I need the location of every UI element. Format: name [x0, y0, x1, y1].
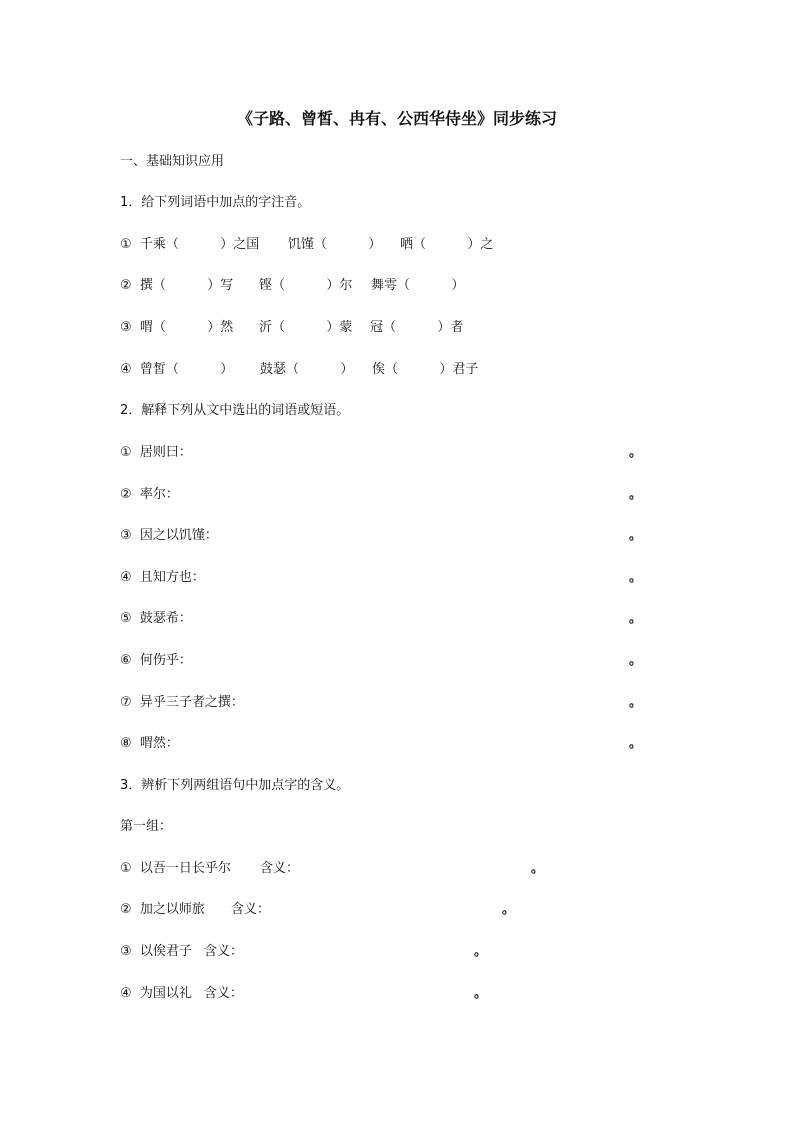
q2-item: [120, 652, 643, 670]
q2-item-end-mark: 。: [629, 653, 643, 668]
q3-item-label: 含义：: [204, 986, 244, 1001]
q1-row-4: [120, 361, 540, 379]
q2-item-end-mark: 。: [629, 695, 643, 710]
question-1-prompt: 1．给下列词语中加点的字注音。: [120, 195, 311, 210]
q2-item: [120, 486, 643, 504]
q3-item: [120, 943, 550, 961]
q3-item-text: ③ 以俟君子: [120, 944, 192, 959]
q1-row-4-col-2: 鼓瑟（ ）: [260, 362, 354, 377]
q3-item-end-mark: 。: [502, 902, 516, 917]
q1-row-3-col-3: 冠（ ）者: [370, 320, 464, 335]
q1-row-4-col-3: 俟（ ）君子: [372, 362, 479, 377]
q3-item: [120, 985, 550, 1003]
q2-item: [120, 735, 643, 753]
q3-item-label: 含义：: [231, 902, 271, 917]
question-2-prompt: 2．解释下列从文中选出的词语或短语。: [120, 403, 350, 418]
q2-item-text: ⑤ 鼓瑟希：: [120, 611, 192, 626]
q2-item: [120, 444, 643, 462]
q3-item-text: ④ 为国以礼: [120, 986, 192, 1001]
q2-item: [120, 694, 643, 712]
q1-row-2-col-3: 舞雩（ ）: [371, 278, 465, 293]
page-title: 《子路、曾皙、冉有、公西华侍坐》同步练习: [236, 109, 557, 128]
q1-row-3: [120, 319, 540, 337]
q2-item-text: ⑧ 喟然：: [120, 736, 179, 751]
q2-item-text: ① 居则曰：: [120, 445, 192, 460]
question-3-prompt: 3．辨析下列两组语句中加点字的含义。: [120, 778, 350, 793]
q2-item-end-mark: 。: [629, 445, 643, 460]
q2-item-text: ④ 且知方也：: [120, 570, 205, 585]
q2-item-end-mark: 。: [629, 611, 643, 626]
q3-item-text: ② 加之以师旅: [120, 902, 205, 917]
q2-item-end-mark: 。: [629, 736, 643, 751]
q3-item: [120, 901, 550, 919]
q1-row-1-col-2: 饥馑（ ）: [288, 237, 382, 252]
q2-item: [120, 569, 643, 587]
q2-item-text: ⑥ 何伤乎：: [120, 653, 192, 668]
q1-row-3-col-2: 沂（ ）蒙: [259, 320, 353, 335]
q2-item-end-mark: 。: [629, 570, 643, 585]
q1-row-2: [120, 277, 540, 295]
q3-item: [120, 860, 550, 878]
group-1-heading: 第一组：: [120, 819, 173, 834]
q2-item-end-mark: 。: [629, 487, 643, 502]
q1-row-3-col-1: ③ 喟（ ）然: [120, 320, 234, 335]
q2-item-text: ⑦ 异乎三子者之撰：: [120, 695, 244, 710]
section-heading: 一、基础知识应用: [120, 154, 225, 169]
q1-row-1-col-1: ① 千乘（ ）之国: [120, 237, 260, 252]
q1-row-1: [120, 236, 540, 254]
q2-item-end-mark: 。: [629, 528, 643, 543]
q3-item-end-mark: 。: [474, 944, 488, 959]
q2-item: [120, 527, 643, 545]
q3-item-end-mark: 。: [474, 986, 488, 1001]
q3-item-label: 含义：: [204, 944, 244, 959]
q3-item-label: 含义：: [260, 861, 300, 876]
q2-item-text: ② 率尔：: [120, 487, 179, 502]
q1-row-2-col-2: 铿（ ）尔: [259, 278, 353, 293]
q3-item-end-mark: 。: [531, 861, 545, 876]
q3-item-text: ① 以吾一日长乎尔: [120, 861, 231, 876]
q1-row-2-col-1: ② 撰（ ）写: [120, 278, 234, 293]
q1-row-1-col-3: 哂（ ）之: [400, 237, 494, 252]
q1-row-4-col-1: ④ 曾皙（ ）: [120, 362, 234, 377]
q2-item-text: ③ 因之以饥馑：: [120, 528, 218, 543]
q2-item: [120, 610, 643, 628]
